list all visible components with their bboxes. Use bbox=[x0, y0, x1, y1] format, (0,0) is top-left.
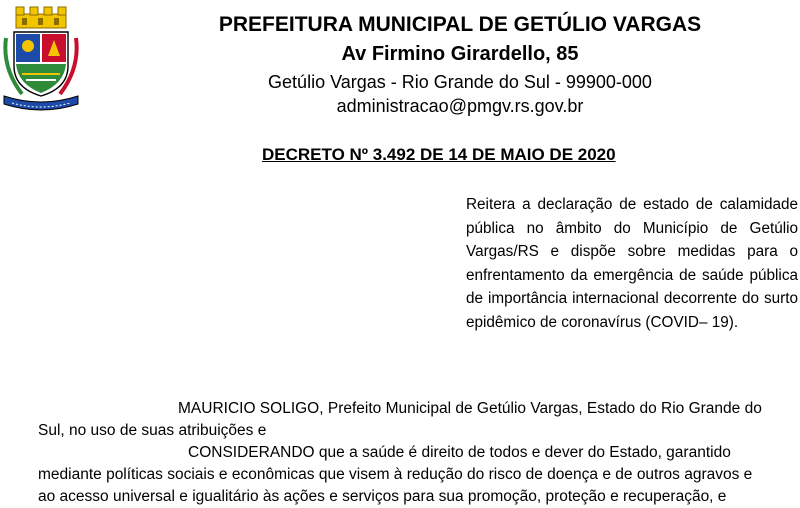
ribbon-icon bbox=[4, 96, 78, 110]
decree-body bbox=[38, 398, 800, 508]
coat-of-arms-icon bbox=[0, 4, 82, 112]
summary-line: emergência de saúde pública de bbox=[466, 266, 798, 307]
summary-line: surto epidêmico de coronavírus (COVID– bbox=[466, 290, 798, 331]
summary-line: Reitera a declaração de estado de bbox=[466, 196, 713, 213]
decree-title: DECRETO Nº 3.492 DE 14 DE MAIO DE 2020 bbox=[262, 145, 616, 164]
summary-line: importância internacional decorrente do bbox=[488, 290, 759, 307]
body-line: CONSIDERANDO que a saúde é direito de todos e dever do Estado, garantido bbox=[188, 444, 731, 461]
institution-name: PREFEITURA MUNICIPAL DE GETÚLIO VARGAS bbox=[218, 13, 702, 36]
body-line: mediante políticas sociais e econômicas que visem à redução do risco de doença e de outros agravos e bbox=[38, 466, 753, 483]
institution-street: Av Firmino Girardello, 85 bbox=[341, 43, 579, 65]
crown-icon bbox=[16, 7, 66, 28]
institution-city: Getúlio Vargas - Rio Grande do Sul - 99900-000 bbox=[268, 72, 652, 92]
body-line: ao acesso universal e igualitário às ações e serviços para sua promoção, proteção e recuperação, e bbox=[38, 488, 727, 505]
summary-line: 19). bbox=[711, 313, 739, 331]
institution-email[interactable]: administracao@pmgv.rs.gov.br bbox=[336, 96, 584, 116]
summary-line: de Getúlio Vargas/RS e dispõe sobre bbox=[466, 219, 799, 260]
summary-line: calamidade pública no âmbito do Município bbox=[466, 196, 798, 237]
decree-summary bbox=[466, 193, 798, 334]
shield-icon bbox=[14, 32, 68, 96]
summary-line: medidas para o enfrentamento da bbox=[466, 243, 799, 284]
body-line: MAURICIO SOLIGO, Prefeito Municipal de Getúlio Vargas, Estado do Rio Grande do bbox=[178, 400, 762, 417]
body-line: Sul, no uso de suas atribuições e bbox=[38, 422, 267, 439]
